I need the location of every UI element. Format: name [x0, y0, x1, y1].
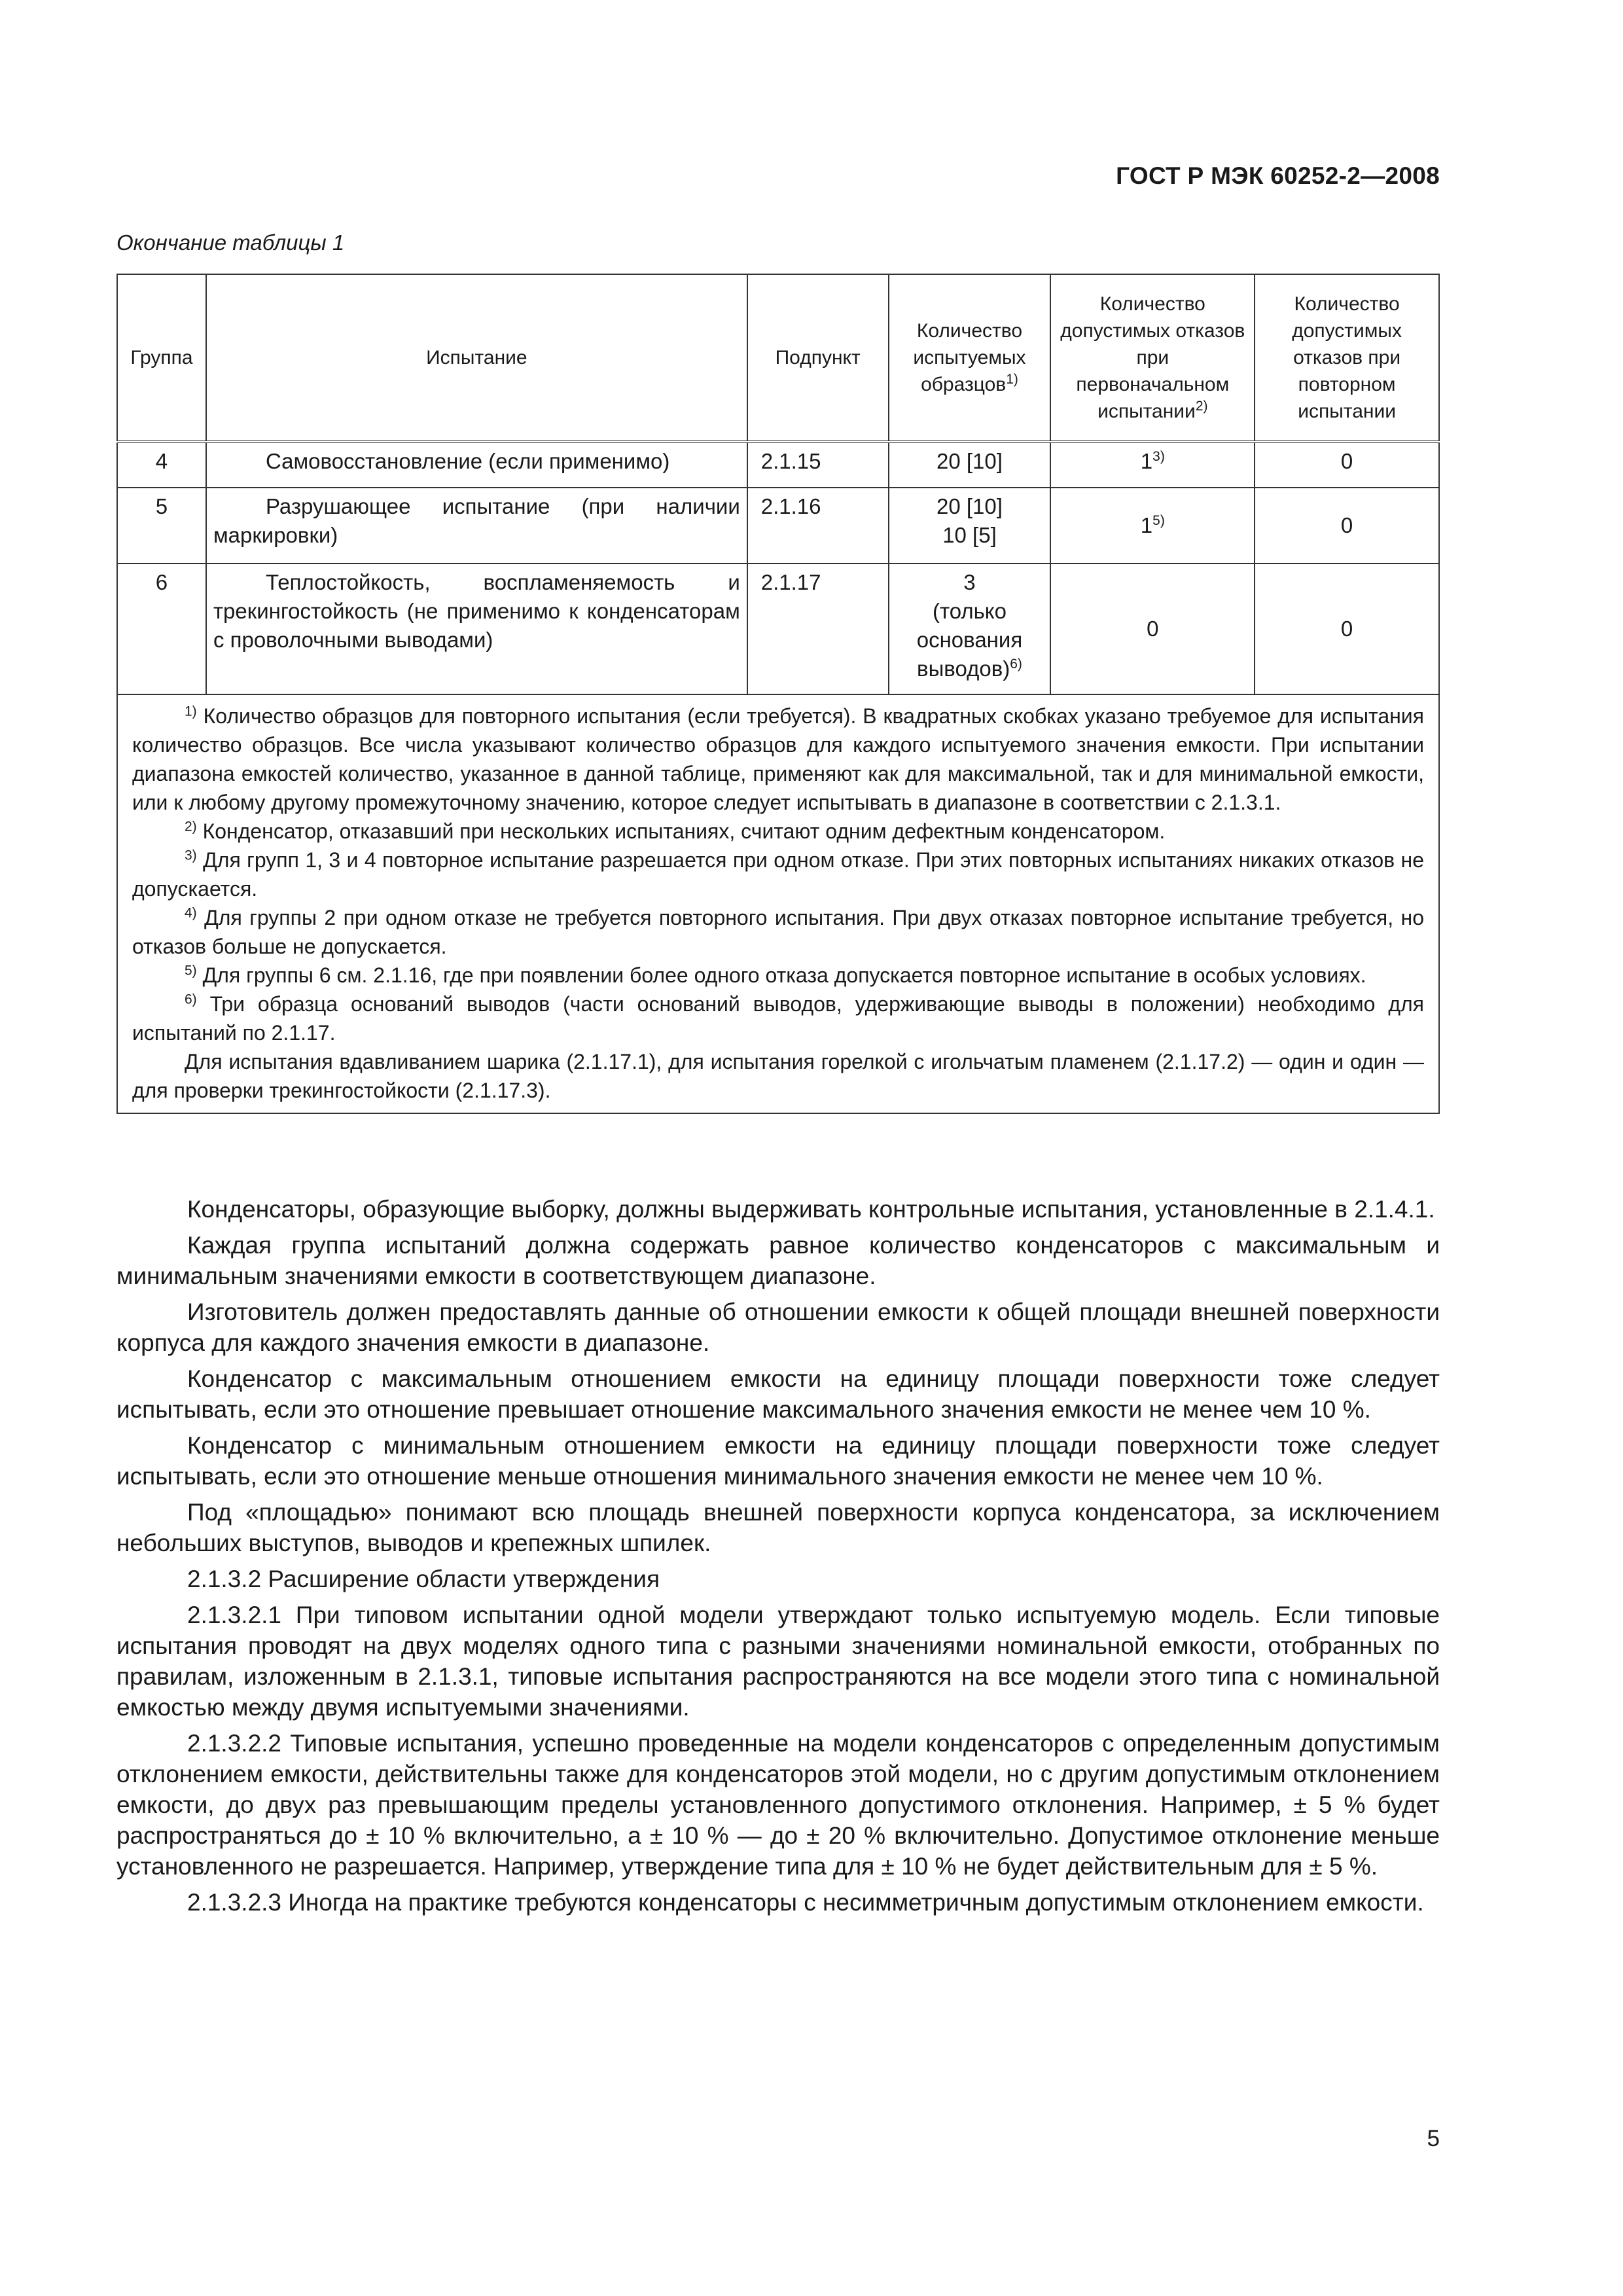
cell-test: Разрушающее испытание (при наличии маркировки)	[206, 488, 747, 564]
column-header-clause: Подпункт	[747, 274, 889, 442]
cell-samples-line: 20 [10]	[936, 494, 1003, 518]
cell-clause: 2.1.17	[747, 564, 889, 694]
table-note	[132, 702, 1424, 817]
column-header-test: Испытание	[206, 274, 747, 442]
cell-fail-initial	[1050, 488, 1255, 564]
table-note	[132, 961, 1424, 990]
note-text: Для группы 6 см. 2.1.16, где при появлении более одного отказа допускается повторное испытание в особых условиях.	[202, 963, 1366, 987]
table-row	[117, 564, 1439, 694]
note-mark: 2)	[185, 819, 197, 834]
cell-fail-initial-value: 1	[1140, 513, 1153, 537]
cell-group: 5	[117, 488, 206, 564]
cell-samples-line: основания	[916, 628, 1023, 652]
paragraph: Конденсатор с максимальным отношением емкости на единицу площади поверхности тоже следует испытывать, если это отношение превышает отношение максимального значения емкости не менее чем 10 %.	[116, 1365, 1440, 1423]
column-header-samples-label: Количество испытуемых образцов	[913, 320, 1026, 395]
cell-clause: 2.1.15	[747, 442, 889, 488]
column-header-fail-initial	[1050, 274, 1255, 442]
column-header-samples	[889, 274, 1051, 442]
table-notes-row	[117, 694, 1439, 1113]
cell-fail-repeat: 0	[1255, 564, 1439, 694]
page-number: 5	[1427, 2126, 1440, 2151]
paragraph: 2.1.3.2.2 Типовые испытания, успешно проведенные на модели конденсаторов с определенным допустимым отклонением емкости, действительны также для конденсаторов этой модели, но с другим допустимым отклонением емкости, до двух раз превышающим пределы установленного допустимого отклонения. Например, ± 5 % будет распространяться до ± 10 % включительно, а ± 10 % — до ± 20 % включительно. Допустимое отклонение меньше установленного не разрешается. Например, утверждение типа для ± 10 % не будет действительным для ± 5 %.	[116, 1730, 1440, 1880]
paragraph: 2.1.3.2.3 Иногда на практике требуются конденсаторы с несимметричным допустимым отклонением емкости.	[187, 1889, 1424, 1916]
note-text: Конденсатор, отказавший при нескольких испытаниях, считают одним дефектным конденсатором.	[202, 819, 1166, 843]
footnote-mark: 6)	[1010, 656, 1022, 672]
note-mark: 4)	[185, 905, 197, 921]
cell-fail-initial-value: 1	[1140, 449, 1153, 473]
cell-fail-repeat: 0	[1255, 488, 1439, 564]
note-text: Для групп 1, 3 и 4 повторное испытание разрешается при одном отказе. При этих повторных испытаниях никаких отказов не допускается.	[132, 848, 1425, 901]
note-mark: 3)	[185, 848, 197, 863]
table-row	[117, 488, 1439, 564]
table-notes	[117, 694, 1439, 1113]
body-text	[116, 1194, 1440, 1923]
column-header-group: Группа	[117, 274, 206, 442]
cell-fail-initial: 0	[1050, 564, 1255, 694]
cell-clause: 2.1.16	[747, 488, 889, 564]
cell-samples-line: 10 [5]	[942, 523, 997, 547]
table-caption: Окончание таблицы 1	[116, 230, 345, 255]
note-mark: 1)	[185, 704, 197, 719]
paragraph: Под «площадью» понимают всю площадь внешней поверхности корпуса конденсатора, за исключением небольших выступов, выводов и крепежных шпилек.	[116, 1499, 1440, 1556]
table-header-row	[117, 274, 1439, 442]
note-text: Количество образцов для повторного испытания (если требуется). В квадратных скобках указано требуемое для испытания количество образцов. Все числа указывают количество образцов для каждого испытуемого значения емкости. При испытании диапазона емкостей количество, указанное в данной таблице, применяют как для максимальной, так и для минимальной емкости, или к любому другому промежуточному значению, которое следует испытывать в диапазоне в соответствии с 2.1.3.1.	[132, 704, 1425, 814]
cell-samples	[889, 488, 1051, 564]
cell-group: 6	[117, 564, 206, 694]
cell-samples	[889, 564, 1051, 694]
table-note	[132, 990, 1424, 1047]
paragraph: Конденсатор с минимальным отношением емкости на единицу площади поверхности тоже следует испытывать, если это отношение меньше отношения минимального значения емкости не менее чем 10 %.	[116, 1432, 1440, 1490]
cell-fail-initial	[1050, 442, 1255, 488]
footnote-mark: 5)	[1152, 513, 1165, 528]
column-header-fail-repeat: Количество допустимых отказов при повторном испытании	[1255, 274, 1439, 442]
footnote-mark: 3)	[1152, 449, 1165, 464]
paragraph: 2.1.3.2.1 При типовом испытании одной модели утверждают только испытуемую модель. Если типовые испытания проводят на двух моделях одного типа с разными значениями номинальной емкости, отобранных по правилам, изложенным в 2.1.3.1, типовые испытания распространяются на все модели этого типа с номинальной емкостью между двумя испытуемыми значениями.	[116, 1602, 1440, 1721]
table-note	[132, 903, 1424, 961]
paragraph: Изготовитель должен предоставлять данные об отношении емкости к общей площади внешней поверхности корпуса для каждого значения емкости в диапазоне.	[116, 1299, 1440, 1356]
cell-fail-repeat: 0	[1255, 442, 1439, 488]
note-text: Для группы 2 при одном отказе не требуется повторного испытания. При двух отказах повторное испытание требуется, но отказов больше не допускается.	[132, 906, 1425, 958]
section-heading: 2.1.3.2 Расширение области утверждения	[187, 1566, 660, 1592]
table-note	[132, 846, 1424, 903]
cell-samples-text: выводов)	[917, 656, 1010, 681]
paragraph: Каждая группа испытаний должна содержать равное количество конденсаторов с максимальным и минимальным значениями емкости в соответствующем диапазоне.	[116, 1232, 1440, 1289]
note-mark: 6)	[185, 992, 197, 1007]
note-mark: 5)	[185, 963, 197, 978]
cell-test: Самовосстановление (если применимо)	[206, 442, 747, 488]
note-text: Для испытания вдавливанием шарика (2.1.17.1), для испытания горелкой с игольчатым пламенем (2.1.17.2) — один и один — для проверки трекингостойкости (2.1.17.3).	[132, 1050, 1424, 1102]
note-text: Три образца оснований выводов (части оснований выводов, удерживающие выводы в положении) необходимо для испытаний по 2.1.17.	[132, 992, 1425, 1045]
cell-samples-line: (только	[932, 599, 1007, 623]
cell-group: 4	[117, 442, 206, 488]
paragraph: Конденсаторы, образующие выборку, должны выдерживать контрольные испытания, установленные в 2.1.4.1.	[187, 1196, 1435, 1223]
cell-samples-line: 3	[963, 570, 976, 594]
cell-samples	[889, 442, 1051, 488]
cell-samples-line: 20 [10]	[936, 449, 1003, 473]
table-row	[117, 442, 1439, 488]
document-code: ГОСТ Р МЭК 60252-2—2008	[1116, 162, 1440, 189]
test-groups-table	[116, 274, 1440, 1114]
table-note	[132, 1047, 1424, 1105]
footnote-mark: 1)	[1006, 372, 1018, 387]
table-note	[132, 817, 1424, 846]
cell-samples-line-last	[896, 655, 1044, 683]
column-header-fail-initial-label: Количество допустимых отказов при первоначальном испытании	[1060, 293, 1245, 422]
cell-test: Теплостойкость, воспламеняемость и трекингостойкость (не применимо к конденсаторам с проволочными выводами)	[206, 564, 747, 694]
footnote-mark: 2)	[1195, 399, 1208, 414]
